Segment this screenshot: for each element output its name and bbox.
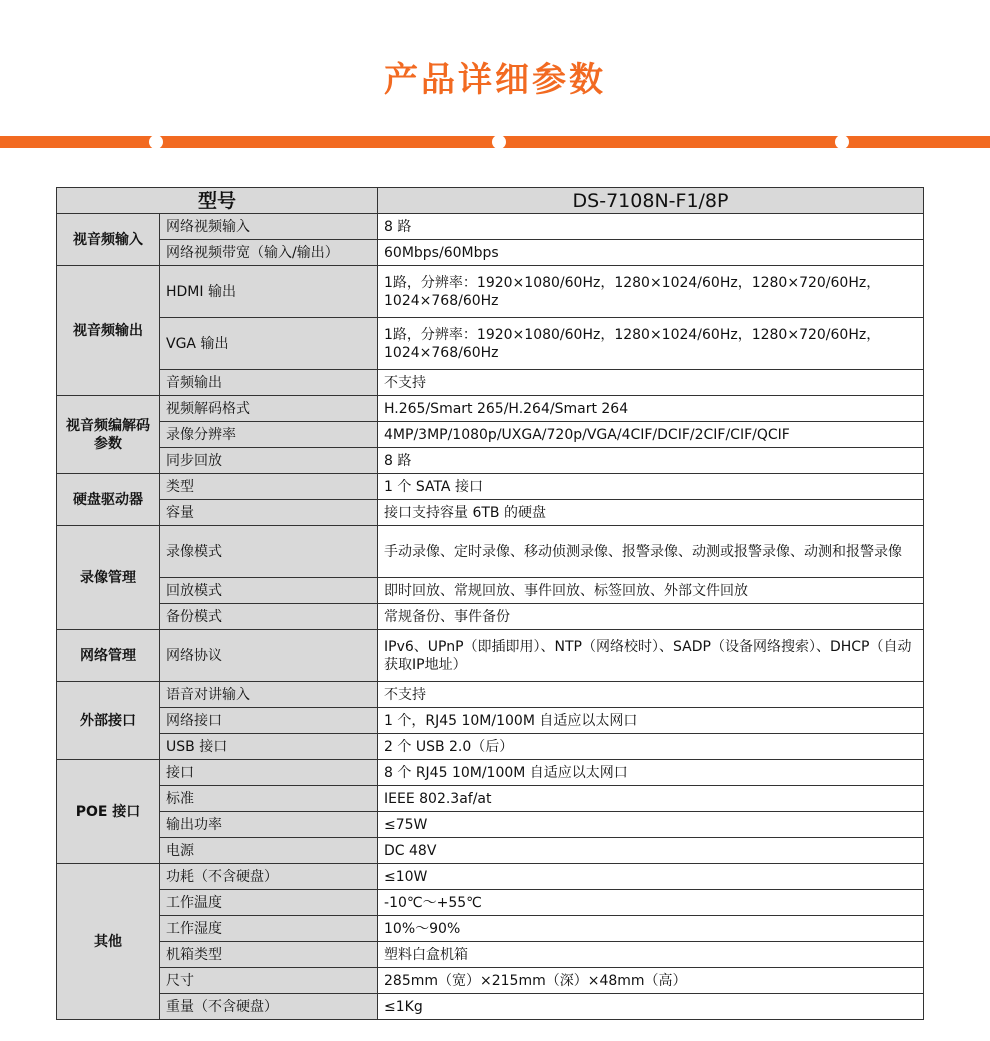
category-cell: 其他 xyxy=(57,864,160,1020)
spec-label: 网络视频带宽（输入/输出） xyxy=(160,240,378,266)
spec-value: 8 个 RJ45 10M/100M 自适应以太网口 xyxy=(378,760,924,786)
spec-value: 不支持 xyxy=(378,682,924,708)
spec-value: 1路，分辨率：1920×1080/60Hz，1280×1024/60Hz，1280×720/60Hz，1024×768/60Hz xyxy=(378,266,924,318)
spec-label: HDMI 输出 xyxy=(160,266,378,318)
spec-table xyxy=(56,187,924,1020)
category-cell: 录像管理 xyxy=(57,526,160,630)
spec-label: VGA 输出 xyxy=(160,318,378,370)
table-row xyxy=(57,864,924,890)
spec-label: 备份模式 xyxy=(160,604,378,630)
spec-value: ≤75W xyxy=(378,812,924,838)
spec-label: 网络视频输入 xyxy=(160,214,378,240)
table-row xyxy=(57,448,924,474)
spec-value: 10%～90% xyxy=(378,916,924,942)
spec-value: ≤10W xyxy=(378,864,924,890)
category-cell: 外部接口 xyxy=(57,682,160,760)
spec-value: 1路，分辨率：1920×1080/60Hz，1280×1024/60Hz，1280×720/60Hz，1024×768/60Hz xyxy=(378,318,924,370)
table-row xyxy=(57,422,924,448)
table-row xyxy=(57,916,924,942)
spec-value: 60Mbps/60Mbps xyxy=(378,240,924,266)
spec-label: 电源 xyxy=(160,838,378,864)
spec-label: 语音对讲输入 xyxy=(160,682,378,708)
spec-label: 容量 xyxy=(160,500,378,526)
table-row xyxy=(57,370,924,396)
spec-label: 尺寸 xyxy=(160,968,378,994)
spec-value: 接口支持容量 6TB 的硬盘 xyxy=(378,500,924,526)
spec-label: 工作温度 xyxy=(160,890,378,916)
spec-value: 塑料白盒机箱 xyxy=(378,942,924,968)
table-row xyxy=(57,968,924,994)
table-row xyxy=(57,942,924,968)
table-row xyxy=(57,890,924,916)
spec-label: 录像模式 xyxy=(160,526,378,578)
table-row xyxy=(57,318,924,370)
spec-label: 输出功率 xyxy=(160,812,378,838)
table-row xyxy=(57,604,924,630)
spec-label: 功耗（不含硬盘） xyxy=(160,864,378,890)
spec-value: 1 个，RJ45 10M/100M 自适应以太网口 xyxy=(378,708,924,734)
spec-label: 录像分辨率 xyxy=(160,422,378,448)
divider-dot xyxy=(149,135,163,149)
spec-label: 同步回放 xyxy=(160,448,378,474)
spec-value: 4MP/3MP/1080p/UXGA/720p/VGA/4CIF/DCIF/2CIF/CIF/QCIF xyxy=(378,422,924,448)
spec-value: 2 个 USB 2.0（后） xyxy=(378,734,924,760)
category-cell: 硬盘驱动器 xyxy=(57,474,160,526)
divider-dot xyxy=(492,135,506,149)
model-label: 型号 xyxy=(57,188,378,214)
table-row xyxy=(57,786,924,812)
spec-label: 工作湿度 xyxy=(160,916,378,942)
model-row xyxy=(57,188,924,214)
spec-label: USB 接口 xyxy=(160,734,378,760)
table-row xyxy=(57,630,924,682)
spec-value: 不支持 xyxy=(378,370,924,396)
spec-label: 接口 xyxy=(160,760,378,786)
table-row xyxy=(57,994,924,1020)
model-value: DS-7108N-F1/8P xyxy=(378,188,924,214)
table-row xyxy=(57,760,924,786)
spec-label: 机箱类型 xyxy=(160,942,378,968)
table-row xyxy=(57,214,924,240)
table-row xyxy=(57,734,924,760)
spec-value: IPv6、UPnP（即插即用）、NTP（网络校时）、SADP（设备网络搜索）、DHCP（自动获取IP地址） xyxy=(378,630,924,682)
spec-label: 音频输出 xyxy=(160,370,378,396)
spec-value: -10℃～+55℃ xyxy=(378,890,924,916)
spec-value: 8 路 xyxy=(378,214,924,240)
table-row xyxy=(57,682,924,708)
table-row xyxy=(57,812,924,838)
spec-label: 网络协议 xyxy=(160,630,378,682)
spec-value: ≤1Kg xyxy=(378,994,924,1020)
spec-label: 网络接口 xyxy=(160,708,378,734)
category-cell: POE 接口 xyxy=(57,760,160,864)
category-cell: 视音频编解码参数 xyxy=(57,396,160,474)
spec-label: 类型 xyxy=(160,474,378,500)
table-row xyxy=(57,266,924,318)
page-title: 产品详细参数 xyxy=(384,60,606,100)
category-cell: 视音频输入 xyxy=(57,214,160,266)
table-row xyxy=(57,474,924,500)
category-cell: 视音频输出 xyxy=(57,266,160,396)
spec-label: 回放模式 xyxy=(160,578,378,604)
spec-label: 重量（不含硬盘） xyxy=(160,994,378,1020)
table-row xyxy=(57,578,924,604)
spec-value: 285mm（宽）×215mm（深）×48mm（高） xyxy=(378,968,924,994)
spec-label: 标准 xyxy=(160,786,378,812)
spec-value: IEEE 802.3af/at xyxy=(378,786,924,812)
spec-label: 视频解码格式 xyxy=(160,396,378,422)
table-row xyxy=(57,240,924,266)
category-cell: 网络管理 xyxy=(57,630,160,682)
spec-value: 即时回放、常规回放、事件回放、标签回放、外部文件回放 xyxy=(378,578,924,604)
divider-dot xyxy=(835,135,849,149)
spec-value: DC 48V xyxy=(378,838,924,864)
table-row xyxy=(57,396,924,422)
table-row xyxy=(57,838,924,864)
spec-value: 常规备份、事件备份 xyxy=(378,604,924,630)
spec-value: 1 个 SATA 接口 xyxy=(378,474,924,500)
table-row xyxy=(57,500,924,526)
spec-value: 8 路 xyxy=(378,448,924,474)
table-row xyxy=(57,526,924,578)
spec-value: H.265/Smart 265/H.264/Smart 264 xyxy=(378,396,924,422)
spec-value: 手动录像、定时录像、移动侦测录像、报警录像、动测或报警录像、动测和报警录像 xyxy=(378,526,924,578)
table-row xyxy=(57,708,924,734)
